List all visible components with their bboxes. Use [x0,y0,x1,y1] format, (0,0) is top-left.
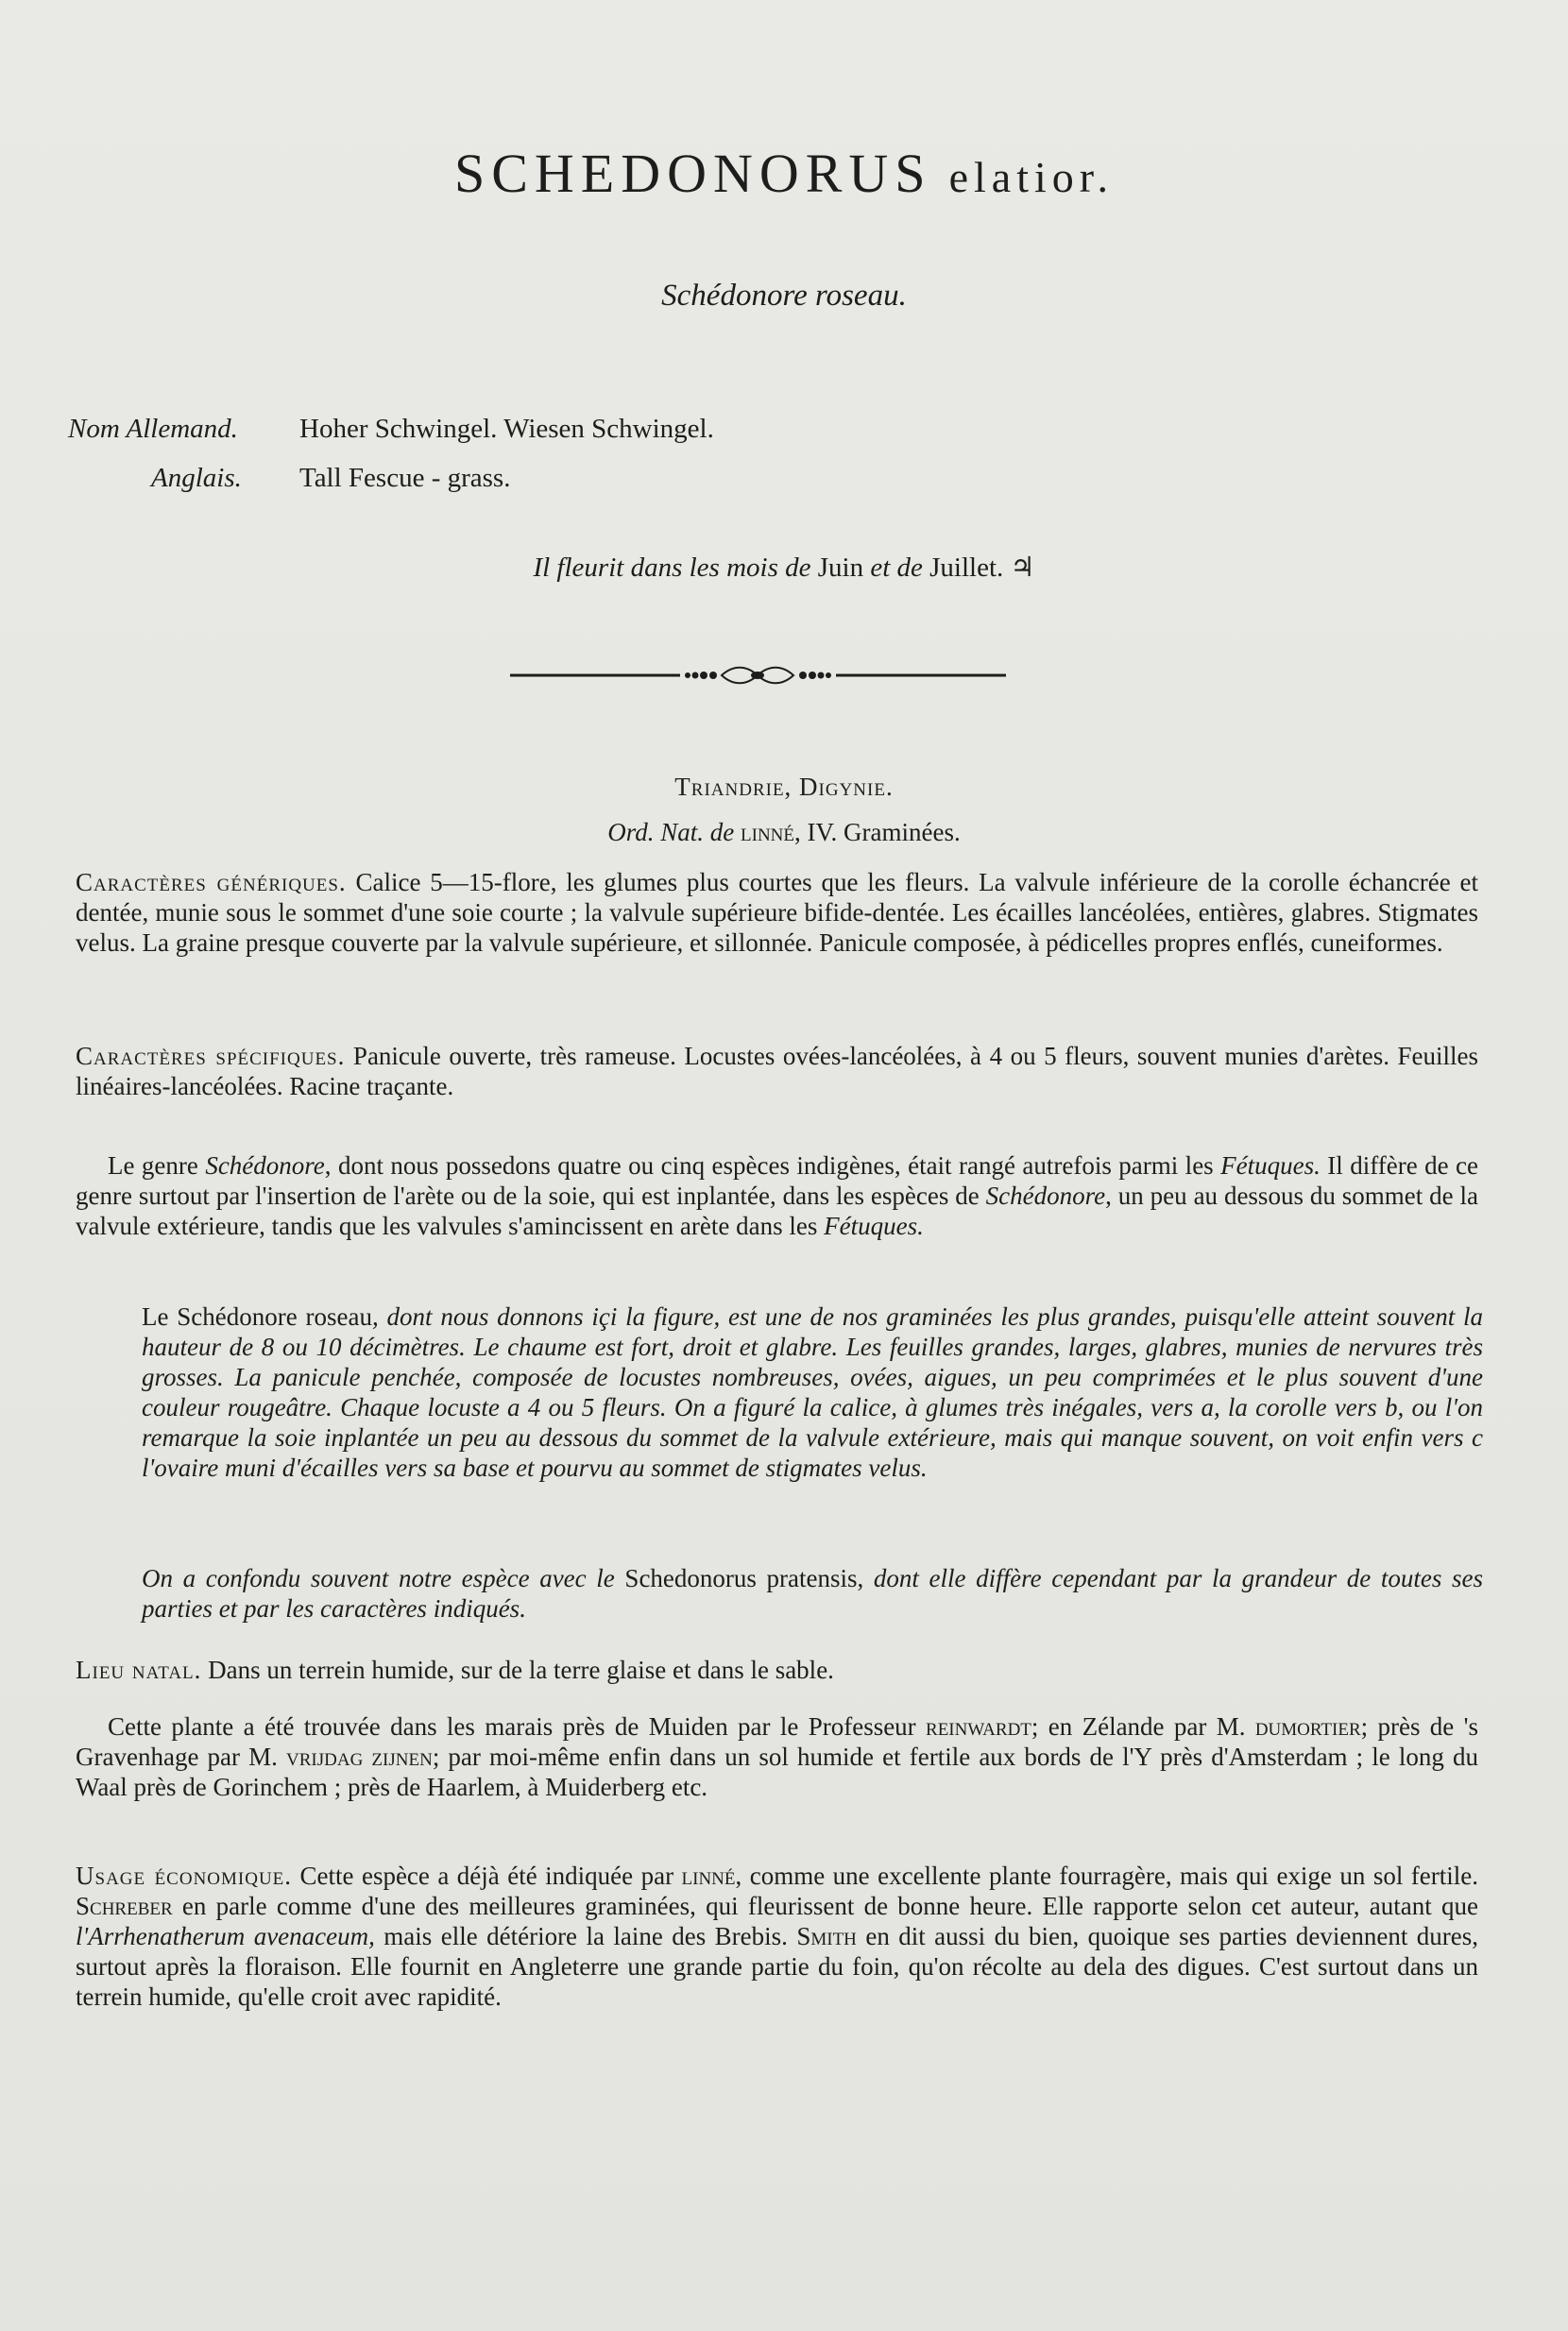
economic-use-head: Usage économique. [76,1862,293,1890]
economic-use-text-d: Schreber [76,1892,173,1920]
english-value: Tall Fescue - grass. [299,463,511,493]
perennial-symbol: ♃ [1010,553,1035,583]
classification-line: Triandrie, Digynie. [674,773,894,801]
natural-order-suffix: , IV. Graminées. [794,818,961,846]
localities-text-c: ; en Zélande par M. [1031,1712,1246,1741]
economic-use-text-b: linné [681,1862,736,1890]
localities-text-d: dumortier [1254,1712,1361,1741]
specific-characters-paragraph [76,1041,1478,1101]
genus-text-d: Fétuques. [1220,1151,1321,1180]
generic-characters-text: Calice 5—15-flore, les glumes plus courtes que les fleurs. La valvule inférieure de la corolle échancrée et dentée, munie sous le sommet d'une soie courte ; la valvule supérieure bifide-dentée. Les écailles lancéolées, entières, glabres. Stigmates velus. La graine presque couverte par la valvule supérieure, et sillonnée. Panicule composée, à pédicelles propres enflés, cuneiformes. [76,868,1478,957]
genus-text-g: , un peu au dessous du sommet de la valvule extérieure, tandis que les valvules s'amincissent en arète dans les [76,1182,1478,1240]
economic-use-text-e: en parle comme d'une des meilleures graminées, qui fleurissent de bonne heure. Elle rapporte selon cet auteur, autant que [181,1892,1479,1920]
economic-use-text-g: mais elle détériore la laine des Brebis. [383,1922,788,1950]
ornament-divider-icon [510,661,1006,689]
localities-text-g: ; par moi-même enfin dans un sol humide et fertile aux bords de l'Y près d'Amsterdam ; le long du Waal près de Gorinchem ; près de Haarlem, à Muiderberg etc. [76,1743,1479,1801]
confusion-text-c: dont elle diffère cependant par la grandeur de toutes ses parties et par les caractères indiqués. [142,1564,1483,1623]
genus-text-e: Il diffère de ce genre surtout par l'insertion de l'arète ou de la soie, qui est inplantée, dans les espèces de [76,1151,1478,1210]
genus-paragraph [76,1150,1478,1241]
flowering-prefix: Il fleurit dans les mois de [533,553,811,583]
common-names [68,404,714,502]
habitat-text: Dans un terrein humide, sur de la terre glaise et dans le sable. [208,1656,834,1684]
description-text-c: , dont nous donnons içi la figure, est une de nos graminées les plus grandes, puisqu'elle atteint souvent la hauteur de 8 ou 10 décimètres. Le chaume est fort, droit et glabre. Les feuilles grandes, larges, glabres, munies de nervures très grosses. La panicule penchée, composée de locustes nombreuses, ovées, aigues, un peu comprimées et le plus souvent d'une couleur rougeâtre. Chaque locuste a 4 ou 5 fleurs. On a figuré la calice, à glumes très inégales, vers a, la corolle vers b, ou l'on remarque la soie inplantée un peu au dessous du sommet de la valvule extérieure, mais qui manque souvent, on voit enfin vers c l'ovaire muni d'écailles vers sa base et pourvu au sommet de stigmates velus. [142,1302,1484,1482]
specific-characters-text: Panicule ouverte, très rameuse. Locustes ovées-lancéolées, à 4 ou 5 fleurs, souvent munies d'arètes. Feuilles linéaires-lancéolées. Racine traçante. [76,1042,1479,1100]
genus-text-a: Le genre [108,1151,198,1180]
flowering-line [0,551,1568,584]
natural-order-prefix: Ord. Nat. de [607,818,735,846]
title-species: elatior. [948,153,1115,201]
german-value: Hoher Schwingel. Wiesen Schwingel. [299,414,714,444]
confusion-text-a: On a confondu souvent notre espèce avec le [142,1564,615,1592]
specific-characters-head: Caractères spécifiques. [76,1042,346,1070]
economic-use-text-a: Cette espèce a déjà été indiquée par [299,1862,674,1890]
title-genus: SCHEDONORUS [453,143,932,204]
page-title [0,142,1568,205]
natural-order-author: linné [741,818,794,846]
generic-characters-head: Caractères génériques. [76,868,347,896]
english-name-row [68,453,714,502]
economic-use-text-i: en dit aussi du bien, quoique ses parties deviennent dures, surtout après la floraison. Elle fournit en Angleterre une grande partie du foin, qu'on récolte au dela des digues. C'est surtout dans un terrein humide, qu'elle croit avec rapidité. [76,1922,1478,2011]
economic-use-text-f: l'Arrhenatherum avenaceum, [76,1922,375,1950]
localities-text-e: ; près de 's Gravenhage par M. [76,1712,1478,1771]
economic-use-text-h: Smith [796,1922,857,1950]
genus-text-c: , dont nous possedons quatre ou cinq espèces indigènes, était rangé autrefois parmi les [324,1151,1214,1180]
genus-text-b: Schédonore [205,1151,325,1180]
genus-text-f: Schédonore [985,1182,1106,1210]
german-label: Nom Allemand. [68,414,238,444]
confusion-paragraph [142,1563,1483,1624]
description-text-a: Le [142,1302,169,1331]
german-name-row [68,404,714,453]
habitat-head: Lieu natal. [76,1656,202,1684]
description-paragraph [142,1302,1483,1483]
english-label: Anglais. [151,463,242,493]
page-subtitle: Schédonore roseau. [661,279,907,313]
localities-text-f: vrijdag zijnen [286,1743,433,1771]
confusion-text-b: Schedonorus pratensis, [624,1564,864,1592]
localities-paragraph [76,1711,1478,1802]
localities-text-b: reinwardt [926,1712,1031,1741]
description-text-b: Schédonore roseau [177,1302,372,1331]
natural-order-line [0,818,1568,847]
flowering-month2: Juillet. [929,553,1004,583]
generic-characters-paragraph [76,867,1478,958]
economic-use-paragraph [76,1861,1478,2012]
flowering-month1: Juin [817,553,864,583]
economic-use-text-c: , comme une excellente plante fourragère, mais qui exige un sol fertile. [735,1862,1479,1890]
localities-text-a: Cette plante a été trouvée dans les marais près de Muiden par le Professeur [108,1712,916,1741]
genus-text-h: Fétuques. [824,1212,924,1240]
habitat-paragraph [76,1655,1478,1685]
flowering-conj: et de [870,553,923,583]
